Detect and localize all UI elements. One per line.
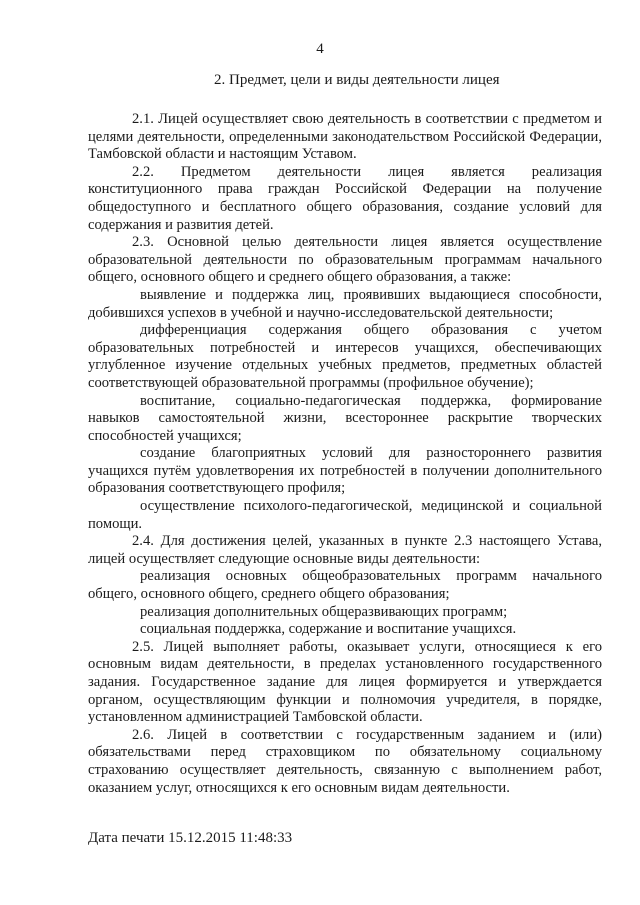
list-item: дифференциация содержания общего образования с учетом образовательных потребностей и интересов учащихся, обеспечивающих углубленное изучение отдельных учебных предметов, предметных областей соответствующей образовательной программы (профильное обучение); [88,322,602,391]
paragraph-2-6: 2.6. Лицей в соответствии с государственным заданием и (или) обязательствами перед страховщиком по обязательному социальному страхованию осуществляет деятельность, связанную с выполнением работ, оказанием услуг, относящихся к его основным видам деятельности. [88,726,602,796]
section-heading: 2. Предмет, цели и виды деятельности лицея [214,72,500,88]
paragraph-2-3: 2.3. Основной целью деятельности лицея является осуществление образовательной деятельности по образовательным программам начального общего, основного общего и среднего общего образования, а также: [88,234,602,286]
document-body [88,111,602,797]
list-item: создание благоприятных условий для разностороннего развития учащихся путём удовлетворения их потребностей в получении дополнительного образования соответствующего профиля; [88,445,602,497]
paragraph-2-1: 2.1. Лицей осуществляет свою деятельность в соответствии с предметом и целями деятельности, определенными законодательством Российской Федерации, Тамбовской области и настоящим Уставом. [88,111,602,163]
list-item: реализация дополнительных общеразвивающих программ; [140,603,508,620]
paragraph-2-2: 2.2. Предметом деятельности лицея является реализация конституционного права граждан Российской Федерации на получение общедоступного и бесплатного общего образования, создание условий для содержания и развития детей. [88,163,602,233]
list-item: осуществление психолого-педагогической, медицинской и социальной помощи. [88,498,602,532]
list-item: воспитание, социально-педагогическая поддержка, формирование навыков самостоятельной жизни, всестороннее раскрытие творческих способностей учащихся; [88,392,602,444]
page-number: 4 [316,41,324,57]
print-date-footer: Дата печати 15.12.2015 11:48:33 [88,830,293,846]
list-item: реализация основных общеобразовательных программ начального общего, основного общего, среднего общего образования; [88,568,602,603]
paragraph-2-5: 2.5. Лицей выполняет работы, оказывает услуги, относящиеся к его основным видам деятельности, в пределах установленного государственного задания. Государственное задание для лицея формируется и утверждается органом, осуществляющим функции и полномочия учредителя, в порядке, установленном администрацией Тамбовской области. [88,638,602,726]
list-item: выявление и поддержка лиц, проявивших выдающиеся способности, добившихся успехов в учебной и научно-исследовательской деятельности; [88,286,602,321]
list-item: социальная поддержка, содержание и воспитание учащихся. [140,621,517,638]
paragraph-2-4: 2.4. Для достижения целей, указанных в пункте 2.3 настоящего Устава, лицей осуществляет следующие основные виды деятельности: [88,533,602,567]
